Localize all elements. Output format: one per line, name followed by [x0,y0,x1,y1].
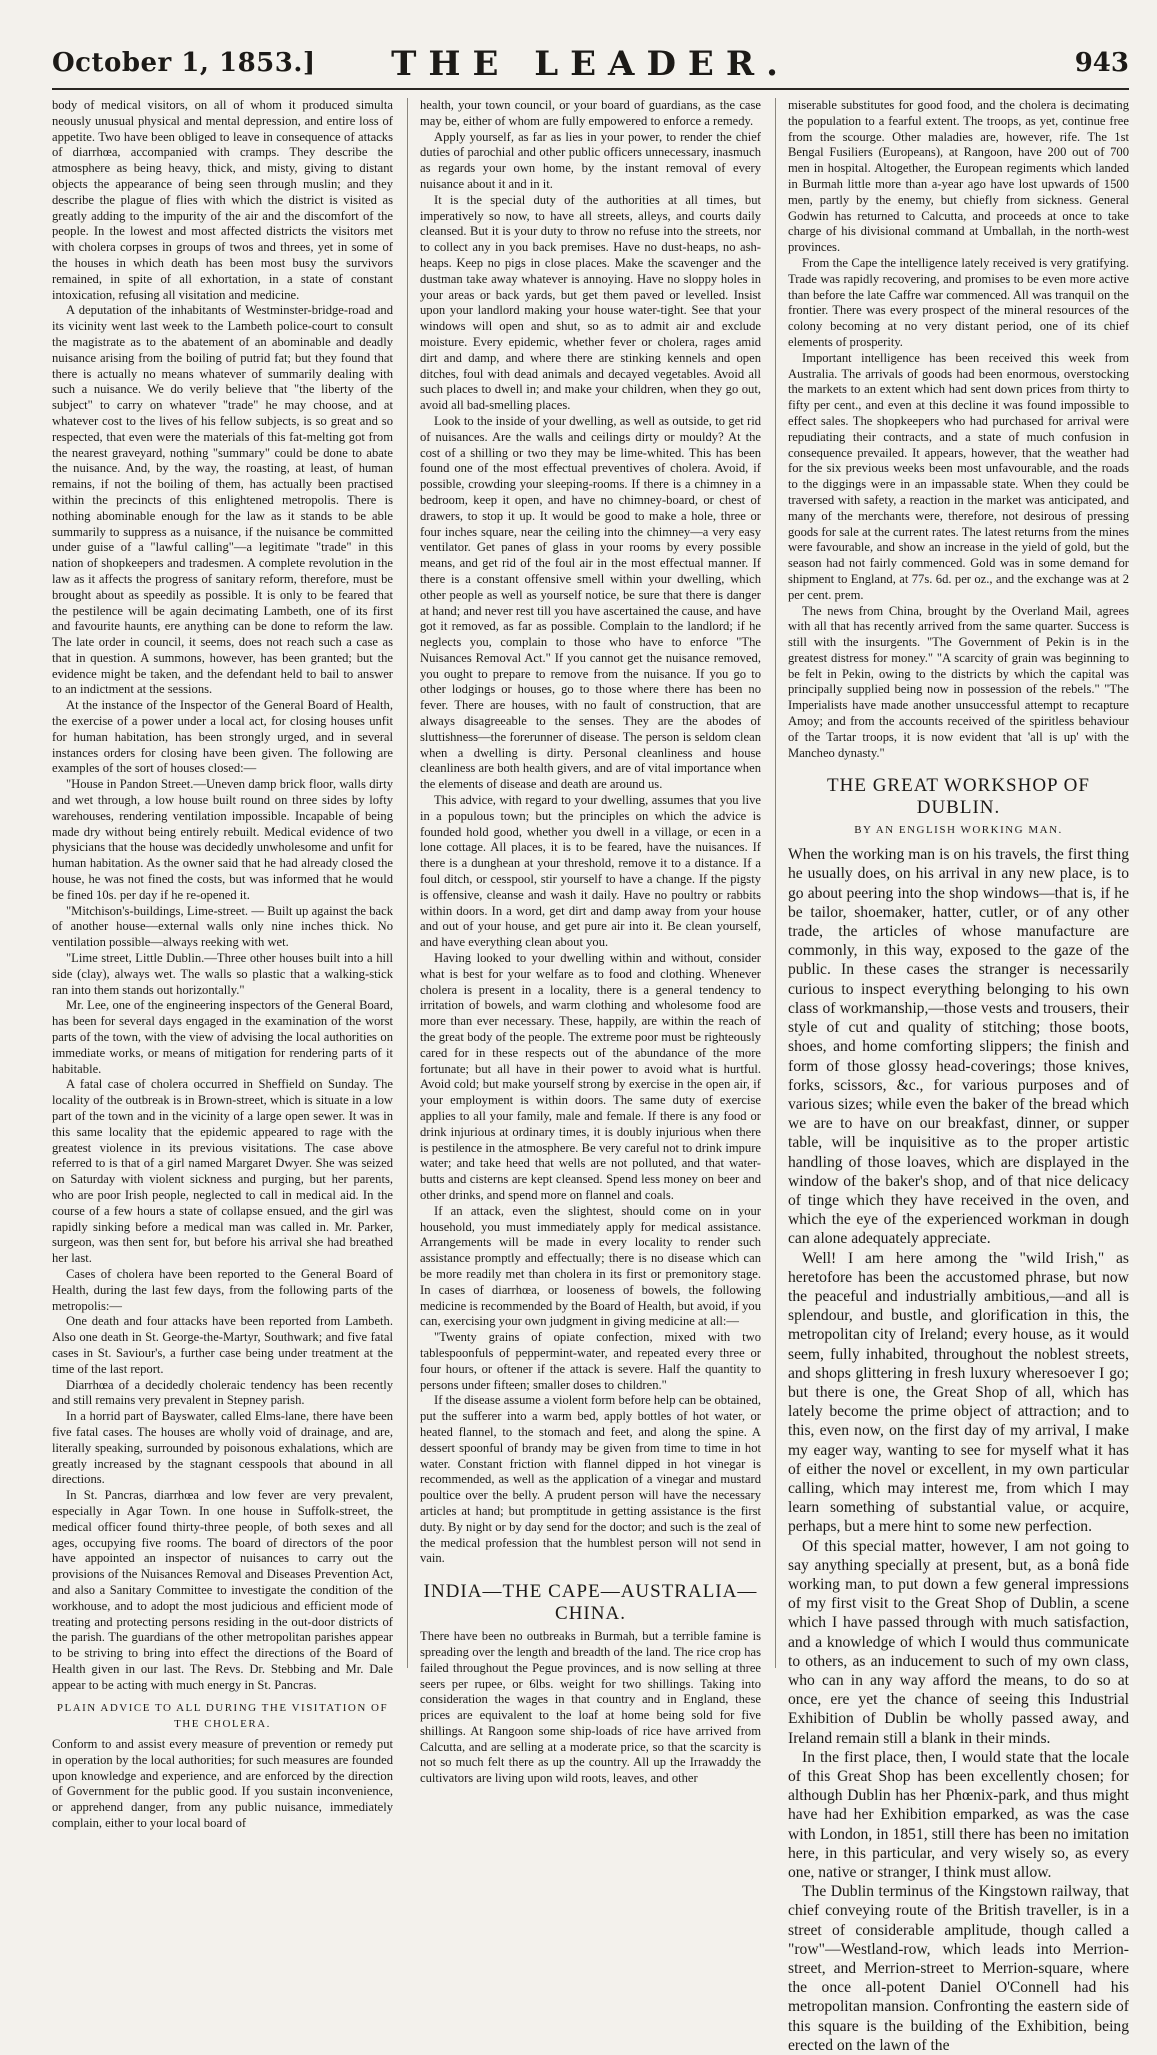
article-paragraph: Important intelligence has been received this week from Australia. The arrivals of goods had been enormous, overstocking the markets to an extent which had sent down prices from thirty to fifty per cent., and even at this decline it was found impossible to effect sales. The shopkeepers who had purchased for arrival were repudiating their contracts, and a state of much confusion in consequence prevailed. It appears, however, that the weather had for the six previous weeks been most unfavourable, and the roads to the diggings were in an impassable state. When they could be traversed with safety, a reaction in the market was anticipated, and many of the merchants were, therefore, not desirous of pressing goods for sale at the current rates. The latest returns from the mines were favourable, and show an increase in the yield of gold, but the season had not fairly commenced. Gold was in some demand for shipment to England, at 77s. 6d. per oz., and the exchange was at 2 per cent. prem. [788,350,1129,602]
article-paragraph: This advice, with regard to your dwelling, assumes that you live in a populous town; but the principles on which the advice is founded hold good, whether you dwell in a village, or ecen in a lone cottage. All places, it is to be feared, have the nuisances. If there is a dunghean at your threshold, remove it to a distance. If a foul ditch, or cesspool, stir yourself to have a change. If the pigsty is offensive, cleanse and wash it daily. Have no poultry or rabbits within doors. In a word, get dirt and damp away from your house and out of your house, and get pure air into it. Be clean yourself, and have everything clean about you. [420,793,761,950]
column-3-article [788,845,1129,2055]
article-paragraph: It is the special duty of the authorities at all times, but imperatively so now, to have all streets, alleys, and courts daily cleansed. But it is your duty to throw no refuse into the streets, nor to collect any in you back premises. Have no dust-heaps, no ash-heaps. Keep no pigs in close places. Make the scavenger and the dustman take away whatever is annoying. Have no sloppy holes in your areas or back yards, but get them paved or levelled. Insist upon your landlord making your house water-tight. See that your windows will open and shut, so as to admit air and exclude moisture. Every epidemic, whether fever or cholera, rages amid dirt and damp, and where there are stinking kennels and open ditches, foul with dead animals and decayed vegetables. Avoid all such places to dwell in; and make your children, when they go out, avoid all bad-smelling places. [420,192,761,413]
article-paragraph: health, your town council, or your board of guardians, as the case may be, either of whom are fully empowered to enforce a remedy. [420,98,761,128]
article-paragraph: "Mitchison's-buildings, Lime-street. — Built up against the back of another house—external walls only nine inches thick. No ventilation possible—always reeking with wet. [52,903,393,950]
article-paragraph: "Lime street, Little Dublin.—Three other houses built into a hill side (clay), always wet. The walls so plastic that a walking-stick ran into them stands out horizontally." [52,951,393,997]
article-paragraph: miserable substitutes for good food, and the cholera is decimating the population to a fearful extent. The troops, as yet, continue free from the scourge. Other maladies are, however, rife. The 1st Bengal Fusiliers (Europeans), at Rangoon, have 200 out of 700 men in hospital. Altogether, the European regiments which landed in Burmah little more than a-year ago have lost upwards of 1500 men, partly by the enemy, but chiefly from sickness. General Godwin has returned to Calcutta, and proceeds at once to take charge of his divisional command at Umballah, in the north-west provinces. [788,98,1129,255]
article-paragraph: In St. Pancras, diarrhœa and low fever are very prevalent, especially in Agar Town. In one house in Suffolk-street, the medical officer found thirty-three people, of both sexes and all ages, occupying five rooms. The board of directors of the poor have appointed an inspector of nuisances to carry out the provisions of the Nuisances Removal and Diseases Prevention Act, and also a Sanitary Committee to investigate the condition of the workhouse, and to adopt the most judicious and efficient mode of treating and protecting persons residing in the out-door districts of the parish. The guardians of the other metropolitan parishes appear to be striving to bring into effect the directions of the Board of Health given in our last. The Revs. Dr. Stebbing and Mr. Dale appear to be acting with much energy in St. Pancras. [52,1488,393,1692]
article-columns [52,90,1129,2054]
article-paragraph: Of this special matter, however, I am not going to say anything specially at present, but, as a bonâ fide working man, to put down a few general impressions of my first visit to the Great Shop of Dublin, a scene which I have passed through with much satisfaction, and a knowledge of which I would thus communicate to others, as an inducement to such of my own class, who can in any way afford the means, to do so at once, ere yet the chance of seeing this Industrial Exhibition of Dublin be wholly passed away, and Ireland remain still a blank in their minds. [788,1537,1129,1747]
column-2-news [420,1629,761,1787]
article-paragraph: At the instance of the Inspector of the General Board of Health, the exercise of a power under a local act, for closing houses unfit for human habitation, has been strongly urged, and in several instances orders for closing have been given. The following are examples of the sort of houses closed:— [52,698,393,776]
column-3 [775,98,1129,2054]
article-paragraph: If the disease assume a violent form before help can be obtained, put the sufferer into a warm bed, apply bottles of hot water, or heated flannel, to the stomach and feet, and along the spine. A dessert spoonful of brandy may be given from time to time in hot water. Constant friction with flannel dipped in hot vinegar is recommended, as well as the application of a vinegar and mustard poultice over the belly. A prudent person will have the necessary articles at hand; but promptitude in getting assistance is the first duty. By night or by day send for the doctor; and such is the zeal of the medical profession that the humblest person will not send in vain. [420,1393,761,1566]
article-paragraph: The Dublin terminus of the Kingstown railway, that chief conveying route of the British traveller, is in a street of considerable amplitude, though called a "row"—Westland-row, which leads into Merrion-street, and Merrion-street to Merrion-square, where the once all-potent Daniel O'Connell had his metropolitan mansion. Confronting the eastern side of this square is the building of the Exhibition, being erected on the lawn of the [788,1883,1129,2054]
newspaper-title: THE LEADER. [391,44,790,84]
article-paragraph: "Twenty grains of opiate confection, mixed with two tablespoonfuls of peppermint-water, and repeated every three or four hours, or oftener if the attack is severe. Half the quantity to persons under fifteen; smaller doses to children." [420,1330,761,1392]
article-paragraph: Look to the inside of your dwelling, as well as outside, to get rid of nuisances. Are the walls and ceilings dirty or mouldy? At the cost of a shilling or two they may be lime-whited. This has been found one of the most effectual preventives of cholera. Avoid, if possible, crowding your sleeping-rooms. If there is a chimney in a bedroom, keep it open, and have no chimney-board, or chest of drawers, to stop it up. It would be good to make a hole, three or four inches square, near the ceiling into the chimney—a very easy ventilator. Get panes of glass in your rooms by every possible means, and get rid of the foul air in the most effectual manner. If there is a constant offensive smell within your dwelling, which other people as well as yourself notice, be sure that there is danger at hand; and never rest till you have ascertained the cause, and have got it removed, as far as possible. Complain to the landlord; if he neglects you, complain to those who have to enforce "The Nuisances Removal Act." If you cannot get the nuisance removed, you ought to prepare to remove from the nuisance. If you go to other lodgings or houses, go to those where there has been no fever. There are houses, with no fault of construction, that are always disagreeable to the senses. They are the abodes of sluttishness—the forerunner of disease. The person is seldom clean when a dwelling is dirty. Personal cleanliness and house cleanliness are both health givers, and are of vital importance when the elements of disease and death are around us. [420,413,761,792]
cholera-advice-heading: PLAIN ADVICE TO ALL DURING THE VISITATION OF THE CHOLERA. [56,1702,389,1731]
great-workshop-heading: THE GREAT WORKSHOP OF DUBLIN. [827,775,1090,819]
article-paragraph: If an attack, even the slightest, should come on in your household, you must immediately apply for medical assistance. Arrangements will be made in every locality to render such assistance promptly and effectually; there is no disease which can be more readily met than cholera in its first or premonitory stage. In cases of diarrhœa, or looseness of bowels, the following medicine is recommended by the Board of Health, but avoid, if you can, exercising your own judgment in giving medicine at all:— [420,1203,761,1329]
column-1 [52,98,393,1831]
india-cape-australia-china-heading: INDIA—THE CAPE—AUSTRALIA—CHINA. [423,1581,758,1625]
article-paragraph: "House in Pandon Street.—Uneven damp brick floor, walls dirty and wet through, a low house built round on three sides by lofty warehouses, rendering ventilation impossible. Incapable of being made dry without being entirely rebuilt. Medical evidence of two physicians that the house was decidedly unwholesome and unfit for human habitation. As the owner said that he had already closed the house, he was not fined the costs, but was informed that he would be fined 10s. per day if he re-opened it. [52,777,393,902]
column-2-paragraphs [420,98,761,1567]
article-paragraph: From the Cape the intelligence lately received is very gratifying. Trade was rapidly recovering, and promises to be even more active than before the late Caffre war commenced. All was tranquil on the frontier. There was every prospect of the mineral resources of the colony becoming at no very distant period, one of its chief elements of prosperity. [788,255,1129,349]
article-paragraph: A deputation of the inhabitants of Westminster-bridge-road and its vicinity went last week to the Lambeth police-court to consult the magistrate as to the abatement of an abominable and deadly nuisance arising from the boiling of putrid fat; but they found that there is actually no means whatever of summarily dealing with such a nuisance. We do verily believe that "the liberty of the subject" to carry on whatever "trade" he may choose, and at whatever cost to the lives of his fellow subjects, is so great and so respected, that even were the materials of this fat-melting got from the nearest graveyard, nothing "summary" could be done to abate the nuisance. And, by the way, the roasting, at least, of human remains, if not the boiling of them, has actually been practised within the precincts of this enlightened metropolis. There is nothing abominable enough for the law as it stands to be able summarily to suppress as a nuisance, if the nuisance be committed under guise of a "lawful calling"—a legitimate "trade" in this nation of shopkeepers and tradesmen. A complete revolution in the law as it affects the progress of sanitary reform, therefore, must be brought about as speedily as possible. It is only to be feared that the pestilence will be again decimating Lambeth, one of its first and favourite haunts, ere anything can be done to reform the law. The late order in council, it seems, does not reach such a case as that in question. A summons, however, has been granted; but the evidence might be taken, and the defendant held to bail to answer to an indictment at the sessions. [52,303,393,697]
article-paragraph: Apply yourself, as far as lies in your power, to render the chief duties of parochial and other public officers unnecessary, inasmuch as regards your own home, by the instant removal of every nuisance about it and in it. [420,129,761,191]
article-paragraph: One death and four attacks have been reported from Lambeth. Also one death in St. George-the-Martyr, Southwark; and five fatal cases in St. Saviour's, a further case being under treatment at the time of the last report. [52,1314,393,1376]
article-paragraph: The news from China, brought by the Overland Mail, agrees with all that has recently arrived from the same quarter. Success is still with the insurgents. "The Government of Pekin is in the greatest distress for money." "A scarcity of grain was beginning to be felt in Pekin, owing to the districts by which the capital was principally supplied being now in possession of the rebels." "The Imperialists have made another unsuccessful attempt to recapture Amoy; and from the accounts received of the spiritless behaviour of the Tartar troops, it is now evident that 'all is up' with the Mancheo dynasty." [788,603,1129,760]
article-paragraph: Well! I am here among the "wild Irish," as heretofore has been the accustomed phrase, but now the peaceful and industrially ambitious,—and all is splendour, and bustle, and glorification in this, the metropolitan city of Ireland; every house, as it would seem, fully inhabited, throughout the noblest streets, and shops glittering in fresh luxury wheresoever I go; but there is one, the Great Shop of all, which has lately become the prime object of attraction; and to this, even now, on the first day of my arrival, I make my eager way, wanting to see for myself what it has of either the novel or excellent, in my own particular calling, which may interest me, from which I may learn something of substantial value, or acquire, perhaps, but a mere hint to some new perfection. [788,1249,1129,1536]
article-byline: BY AN ENGLISH WORKING MAN. [854,824,1063,837]
article-paragraph: Mr. Lee, one of the engineering inspectors of the General Board, has been for several days engaged in the examination of the worst parts of the town, with the view of advising the local authorities on immediate works, or means of mitigation for rendering parts of it habitable. [52,998,393,1076]
article-paragraph: Diarrhœa of a decidedly choleraic tendency has been recently and still remains very prevalent in Stepney parish. [52,1377,393,1408]
column-1-paragraphs [52,98,393,1693]
article-paragraph: There have been no outbreaks in Burmah, but a terrible famine is spreading over the length and breadth of the land. The rice crop has failed throughout the Pegue provinces, and is now selling at three seers per rupee, or 6lbs. weight for two shillings. Taking into consideration the wages in that country and in England, these prices are equivalent to the loaf at home being sold for five shillings. At Rangoon some ship-loads of rice have arrived from Calcutta, and are selling at a moderate price, so that the scarcity is not so much felt there as up the country. All up the Irrawaddy the cultivators are living upon wild roots, leaves, and other [420,1629,761,1786]
article-paragraph: Cases of cholera have been reported to the General Board of Health, during the last few days, from the following parts of the metropolis:— [52,1266,393,1313]
issue-date: October 1, 1853.] [52,48,316,78]
article-paragraph: Having looked to your dwelling within and without, consider what is best for your welfare as to food and clothing. Whenever cholera is present in a locality, there is a general tendency to irritation of bowels, and warm clothing and wholesome food are more than ever necessary. These, happily, are within the reach of the great body of the people. The extreme poor must be righteously cared for in these respects out of the abundance of the more fortunate; but all have in their power to avoid what is hurtful. Avoid cold; but make yourself strong by exercise in the open air, if your employment is within doors. The same duty of exercise applies to all your family, male and female. If there is any food or drink injurious at ordinary times, it is doubly injurious when there is pestilence in the atmosphere. Be very careful not to drink impure water; and take heed that wells are not polluted, and that water-butts and cisterns are kept cleansed. Spend less money on beer and other drinks, and spend more on flannel and coals. [420,951,761,1202]
article-paragraph: Conform to and assist every measure of prevention or remedy put in operation by the local authorities; for such measures are founded upon knowledge and experience, and are enforced by the direction of Government for the public good. If you sustain inconvenience, or apprehend danger, from any public nuisance, immediately complain, either to your local board of [52,1737,393,1831]
column-1-advice [52,1737,393,1832]
article-paragraph: In a horrid part of Bayswater, called Elms-lane, there have been five fatal cases. The houses are wholly void of drainage, and are, literally speaking, surrounded by poisonous exhalations, which are greatly increased by the stagnant cesspools that abound in all directions. [52,1409,393,1487]
article-paragraph: When the working man is on his travels, the first thing he usually does, on his arrival in any new place, is to go about peering into the shop windows—that is, if he be tailor, shoemaker, hatter, cutler, or of any other trade, the articles of whose manufacture are commonly, in this way, exposed to the gaze of the public. In these cases the stranger is necessarily curious to inspect everything belonging to his own class of workmanship,—those vests and trousers, their style of cut and quality of stitching; those boots, shoes, and home comforting slippers; the finish and form of those glossy head-coverings; those knives, forks, scissors, &c., for various purposes and of various sizes; while even the baker of the bread which we are to have on our breakfast, dinner, or supper table, will be inquisitive as to the proper artistic handling of those loaves, which are displayed in the window of the baker's shop, and of that nice delicacy of tinge which they have received in the oven, and which the eye of the experienced workman in dough can alone adequately appreciate. [788,846,1129,1248]
article-paragraph: body of medical visitors, on all of whom it produced simulta neously unusual physical and mental depression, and entire loss of appetite. Two have been obliged to leave in consequence of attacks of diarrhœa, accompanied with cramps. They describe the atmosphere as being heavy, thick, and misty, giving to distant objects the appearance of being seen through muslin; and they describe the plague of flies with which the district is visited as greatly adding to the impurity of the air and the discomfort of the people. In the lowest and most affected districts the visitors met with cholera corpses in groups of twos and threes, yet in some of the houses in which death has been most busy the survivors remained, in spite of all exhortation, in a state of constant intoxication, refusing all visitation and medicine. [52,98,393,302]
column-2 [407,98,761,1786]
page-number: 943 [1074,48,1129,78]
article-paragraph: In the first place, then, I would state that the locale of this Great Shop has been excellently chosen; for although Dublin has her Phœnix-park, and thus might have had her Exhibition emparked, as was the case with London, in 1851, still there has been no imitation here, in this particular, and very wisely so, as every one, native or stranger, I think must allow. [788,1748,1129,1882]
article-paragraph: A fatal case of cholera occurred in Sheffield on Sunday. The locality of the outbreak is in Brown-street, which is situate in a low part of the town and in the vicinity of a large open sewer. It was in this same locality that the epidemic appeared to rage with the greatest violence in its previous visitations. The case above referred to is that of a girl named Margaret Dwyer. She was seized on Saturday with violent sickness and purging, but her parents, who are poor Irish people, neglected to call in medical aid. In the course of a few hours a state of collapse ensued, and the girl was rapidly sinking before a medical man was called in. Mr. Parker, surgeon, was then sent for, but before his arrival she had breathed her last. [52,1077,393,1266]
column-3-paragraphs [788,98,1129,761]
masthead [52,0,1129,90]
